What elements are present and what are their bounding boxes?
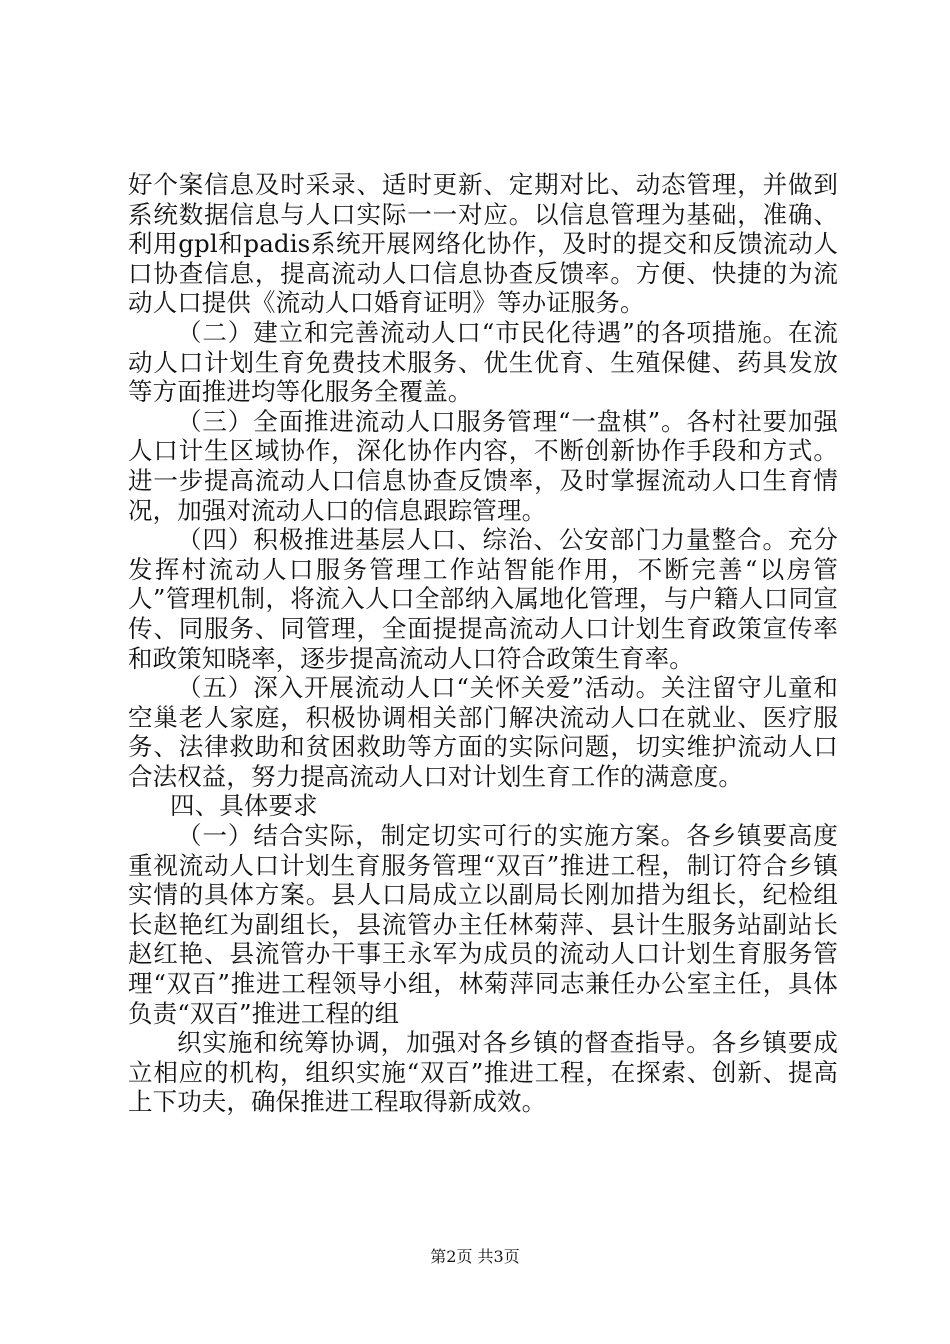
paragraph-item-5: （五）深入开展流动人口“关怀关爱”活动。关注留守儿童和空巢老人家庭，积极协调相关部门解决流动人口在就业、医疗服务、法律救助和贫困救助等方面的实际问题，切实维护流动人口合法权益，努力提高流动人口对计划生育工作的满意度。	[128, 673, 838, 791]
paragraph-item-2: （二）建立和完善流动人口“市民化待遇”的各项措施。在流动人口计划生育免费技术服务、优生优育、生殖保健、药具发放等方面推进均等化服务全覆盖。	[128, 317, 838, 407]
document-body	[128, 170, 838, 1117]
paragraph-requirement-1: （一）结合实际，制定切实可行的实施方案。各乡镇要高度重视流动人口计划生育服务管理“双百”推进工程，制订符合乡镇实情的具体方案。县人口局成立以副局长刚加措为组长，纪检组长赵艳红为副组长，县流管办主任林菊萍、县计生服务站副站长赵红艳、县流管办干事王永军为成员的流动人口计划生育服务管理“双百”推进工程领导小组，林菊萍同志兼任办公室主任，具体负责“双百”推进工程的组	[128, 821, 838, 1028]
section-heading-requirements: 四、具体要求	[170, 791, 318, 821]
paragraph-requirement-1-continued: 织实施和统筹协调，加强对各乡镇的督查指导。各乡镇要成立相应的机构，组织实施“双百”推进工程，在探索、创新、提高上下功夫，确保推进工程取得新成效。	[128, 1028, 838, 1117]
paragraph-item-3: （三）全面推进流动人口服务管理“一盘棋”。各村社要加强人口计生区域协作，深化协作内容，不断创新协作手段和方式。进一步提高流动人口信息协查反馈率，及时掌握流动人口生育情况，加强对流动人口的信息跟踪管理。	[128, 406, 838, 525]
paragraph-item-4: （四）积极推进基层人口、综治、公安部门力量整合。充分发挥村流动人口服务管理工作站智能作用，不断完善“以房管人”管理机制，将流入人口全部纳入属地化管理，与户籍人口同宣传、同服务、同管理，全面提提高流动人口计划生育政策宣传率和政策知晓率，逐步提高流动人口符合政策生育率。	[128, 525, 838, 673]
page-footer: 第2页 共3页	[430, 1247, 520, 1266]
paragraph-continuation: 好个案信息及时采录、适时更新、定期对比、动态管理，并做到系统数据信息与人口实际一一对应。以信息管理为基础，准确、利用gpl和padis系统开展网络化协作，及时的提交和反馈流动人口协查信息，提高流动人口信息协查反馈率。方便、快捷的为流动人口提供《流动人口婚育证明》等办证服务。	[128, 170, 838, 318]
